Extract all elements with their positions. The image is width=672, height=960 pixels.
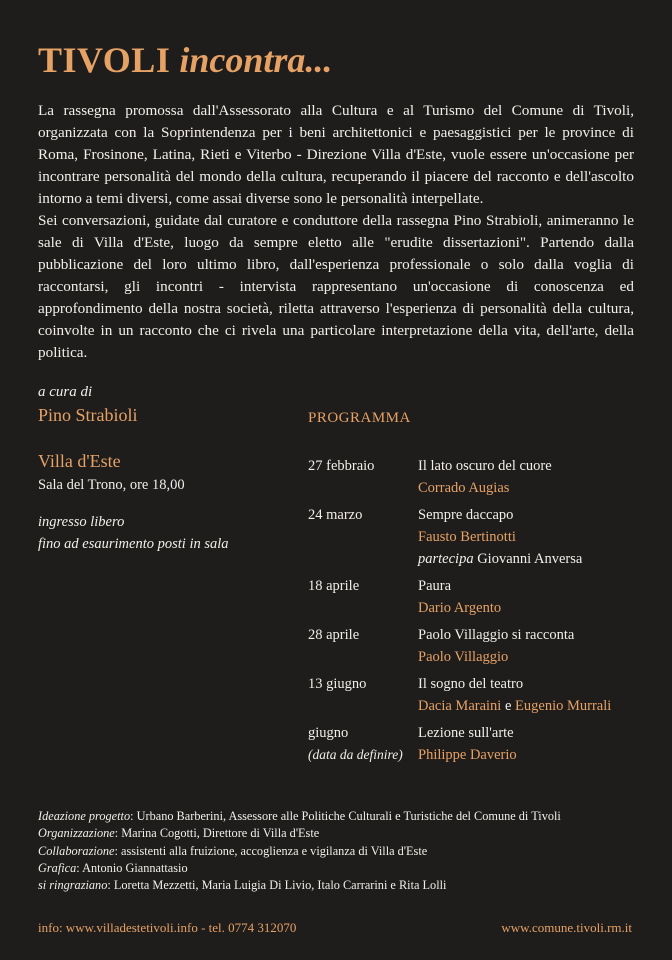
program-item — [308, 673, 648, 717]
program-speaker: Dario Argento — [418, 600, 502, 616]
program-date: 24 marzo — [308, 507, 363, 523]
curated-by-label: a cura di — [38, 384, 93, 400]
credit-label: Collaborazione — [38, 843, 115, 858]
program-date: 27 febbraio — [308, 458, 375, 474]
credit-label: Grafica — [38, 860, 77, 875]
program-topic: Il lato oscuro del cuore — [418, 458, 552, 474]
curator-name: Pino Strabioli — [38, 405, 138, 425]
credit-text: Urbano Barberini, Assessore alle Politiche Culturali e Turistiche del Comune di Tivoli — [136, 809, 561, 823]
credit-text: Loretta Mezzetti, Maria Luigia Di Livio, Italo Carrarini e Rita Lolli — [113, 878, 447, 893]
intro-paragraph-2: Sei conversazioni, guidate dal curatore e conduttore della rassegna Pino Strabioli, animeranno le sale di Villa d'Este, luogo da sempre eletto alle "erudite dissertazioni". Partendo dalla pubblicazione del loro ultimo libro, dall'esperienza professionale o solo dalla voglia di raccontarsi, gli incontri - intervista rappresentano un'occasione di conoscenza ed approfondimento della nostra società, riletta attraverso l'esperienza di personalità della cultura, coinvolte in un racconto che ci rivela una particolare interpretazione della vita, dell'arte, della politica. — [38, 212, 634, 361]
program-list — [308, 455, 648, 771]
program-body — [418, 575, 501, 619]
program-topic: Il sogno del teatro — [418, 676, 524, 692]
title-main: TIVOLI — [38, 40, 171, 80]
program-speaker: Fausto Bertinotti — [418, 529, 516, 545]
credit-text: assistenti alla fruizione, accoglienza e vigilanza di Villa d'Este — [121, 843, 428, 858]
footer-info: info: www.villadestetivoli.info - tel. 0774 312070 — [38, 920, 297, 935]
program-item — [308, 575, 648, 619]
footer-website: www.comune.tivoli.rm.it — [501, 920, 632, 935]
credit-text: Antonio Giannattasio — [82, 860, 188, 875]
program-topic: Paolo Villaggio si racconta — [418, 627, 575, 643]
program-participant — [418, 548, 582, 570]
credit-row: Ideazione progetto: Urbano Barberini, Assessore alle Politiche Culturali e Turistiche del Comune di Tivoli — [38, 809, 561, 823]
credits — [38, 808, 638, 894]
credit-label: si ringraziano — [38, 878, 108, 893]
program-date: 13 giugno — [308, 676, 367, 692]
credit-text: Marina Cogotti, Direttore di Villa d'Este — [121, 826, 320, 841]
venue-detail: Sala del Trono, ore 18,00 — [38, 477, 185, 493]
credit-row: Collaborazione: assistenti alla fruizione, accoglienza e vigilanza di Villa d'Este — [38, 843, 428, 858]
program-item — [308, 504, 648, 570]
participant-name: Giovanni Anversa — [477, 551, 583, 567]
entry-note-1: ingresso libero — [38, 514, 125, 530]
program-body — [418, 624, 574, 668]
program-date: giugno — [308, 725, 349, 741]
program-heading: PROGRAMMA — [308, 410, 411, 426]
program-item — [308, 722, 648, 766]
program-speaker: Philippe Daverio — [418, 747, 517, 763]
program-body — [418, 722, 517, 766]
intro-paragraph-1: La rassegna promossa dall'Assessorato alla Cultura e al Turismo del Comune di Tivoli, organizzata con la Soprintendenza per i beni architettonici e paesaggistici per le province di Roma, Frosinone, Latina, Rieti e Viterbo - Direzione Villa d'Este, vuole essere un'occasione per incontrare personalità del mondo della cultura, recuperando il piacere del racconto e dell'ascolto intorno a temi diversi, come assai diverse sono le personalità interpellate. — [38, 102, 634, 207]
credit-row: Organizzazione: Marina Cogotti, Direttore di Villa d'Este — [38, 826, 320, 841]
program-speaker: Corrado Augias — [418, 480, 510, 496]
credit-label: Organizzazione — [38, 826, 115, 841]
credit-row: Grafica: Antonio Giannattasio — [38, 860, 188, 875]
program-item — [308, 624, 648, 668]
program-topic: Sempre daccapo — [418, 507, 514, 523]
program-item — [308, 455, 648, 499]
program-topic: Lezione sull'arte — [418, 725, 514, 741]
program-topic: Paura — [418, 578, 452, 594]
program-speaker: Paolo Villaggio — [418, 649, 509, 665]
program-speaker-2: Eugenio Murrali — [515, 698, 612, 714]
title-italic: incontra... — [179, 40, 333, 80]
program-date-block — [308, 722, 418, 766]
participant-label: partecipa — [418, 551, 474, 567]
credit-label: Ideazione progetto — [38, 809, 131, 823]
venue-name: Villa d'Este — [38, 451, 121, 471]
program-body — [418, 504, 582, 570]
program-date: 28 aprile — [308, 627, 360, 643]
page-title — [38, 38, 332, 82]
program-date-note: (data da definire) — [308, 747, 403, 762]
program-body — [418, 673, 611, 717]
program-speakers — [418, 695, 611, 717]
program-speaker: Dacia Maraini — [418, 698, 502, 714]
program-date: 18 aprile — [308, 578, 360, 594]
intro-text — [38, 100, 634, 364]
credit-row: si ringraziano: Loretta Mezzetti, Maria Luigia Di Livio, Italo Carrarini e Rita Lolli — [38, 878, 447, 893]
speaker-joiner: e — [504, 698, 512, 714]
program-body — [418, 455, 552, 499]
entry-note-2: fino ad esaurimento posti in sala — [38, 536, 229, 552]
